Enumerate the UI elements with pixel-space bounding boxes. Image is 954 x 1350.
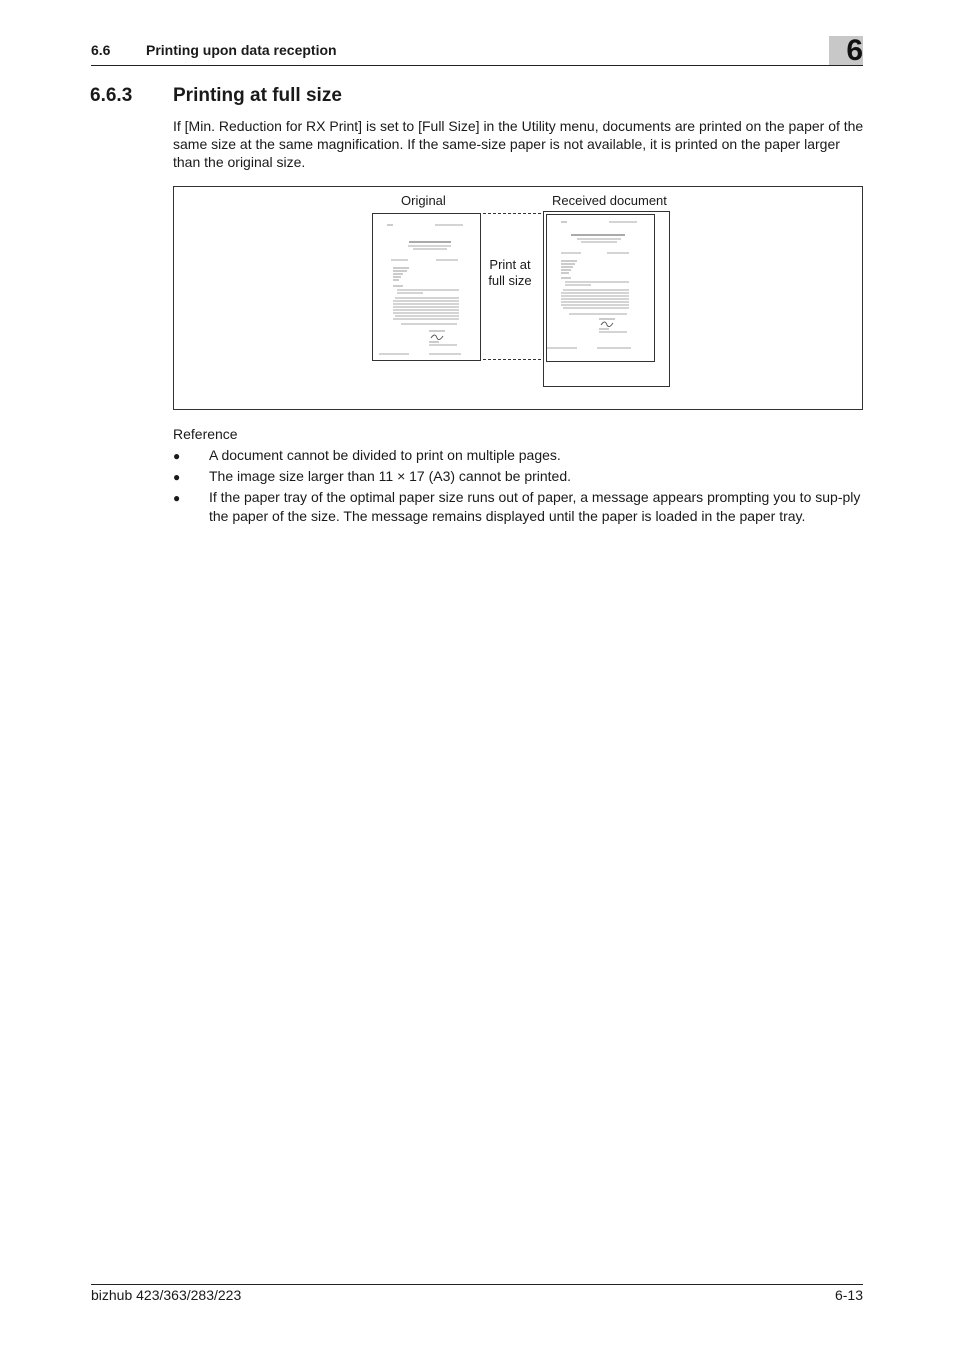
section-body: If [Min. Reduction for RX Print] is set to [Full Size] in the Utility menu, documents are printed on the paper of the same size at the same magnification. If the same-size paper is not available, it is printed on the paper larger than the original size. bbox=[173, 118, 864, 170]
header-section-number: 6.6 bbox=[91, 42, 111, 58]
reference-item: If the paper tray of the optimal paper size runs out of paper, a message appears prompting you to sup-ply the paper of the size. The message remains displayed until the paper is loaded in the paper tray. bbox=[209, 489, 861, 524]
footer-rule bbox=[91, 1284, 863, 1285]
dashed-connector-bottom bbox=[483, 359, 541, 360]
letter-image bbox=[373, 214, 480, 360]
received-document-label: Received document bbox=[552, 193, 667, 208]
print-full-size-label bbox=[481, 257, 539, 289]
reference-title: Reference bbox=[173, 426, 238, 442]
print-label-line1: Print at bbox=[489, 257, 531, 272]
chapter-number: 6 bbox=[846, 34, 863, 67]
section-title: Printing at full size bbox=[173, 85, 342, 106]
bullet-icon: ● bbox=[173, 449, 181, 463]
letter-image-received bbox=[547, 215, 654, 361]
figure-frame bbox=[173, 186, 863, 410]
reference-item: A document cannot be divided to print on multiple pages. bbox=[209, 447, 561, 463]
footer-model: bizhub 423/363/283/223 bbox=[91, 1287, 242, 1303]
dashed-connector-top bbox=[483, 213, 541, 214]
bullet-icon: ● bbox=[173, 491, 181, 505]
reference-item: The image size larger than 11 × 17 (A3) cannot be printed. bbox=[209, 468, 572, 484]
received-document-thumbnail bbox=[546, 214, 655, 362]
bullet-icon: ● bbox=[173, 470, 181, 484]
footer-page-number: 6-13 bbox=[834, 1287, 863, 1303]
section-number: 6.6.3 bbox=[90, 85, 133, 106]
header-section-title: Printing upon data reception bbox=[146, 42, 337, 58]
print-label-line2: full size bbox=[488, 273, 532, 288]
original-label: Original bbox=[401, 193, 446, 208]
original-document-thumbnail bbox=[372, 213, 481, 361]
header-rule bbox=[91, 65, 863, 66]
